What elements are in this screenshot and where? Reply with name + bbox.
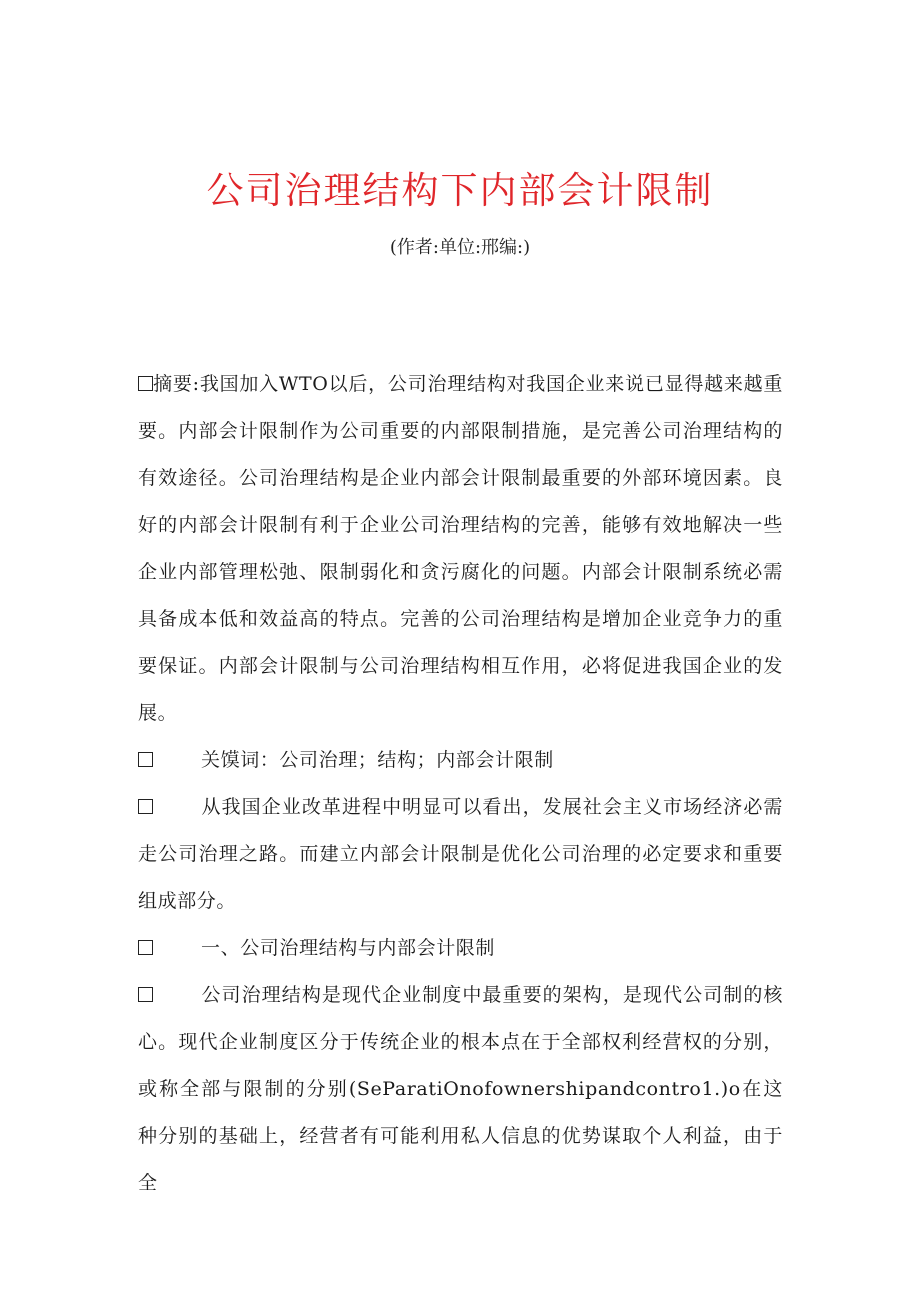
abstract-text: 摘要:我国加入WTO以后，公司治理结构对我国企业来说已显得越来越重要。内部会计限制作为公司重要的内部限制措施，是完善公司治理结构的有效途径。公司治理结构是企业内部会计限制最重要的外部环境因素。良好的内部会计限制有利于企业公司治理结构的完善，能够有效地解决一些企业内部管理松弛、限制弱化和贪污腐化的问题。内部会计限制系统必需具备成本低和效益高的特点。完善的公司治理结构是增加企业竞争力的重要保证。内部会计限制与公司治理结构相互作用，必将促进我国企业的发展。 xyxy=(138,373,783,724)
checkbox-icon xyxy=(138,376,153,391)
keywords-paragraph xyxy=(138,737,783,784)
checkbox-icon xyxy=(138,940,153,955)
section-body-text: 公司治理结构是现代企业制度中最重要的架构，是现代公司制的核心。现代企业制度区分于传统企业的根本点在于全部权利经营权的分别，或称全部与限制的分别(SeParatiOnofownershipandcontro1.)o在这种分别的基础上，经营者有可能利用私人信息的优势谋取个人利益，由于全 xyxy=(138,984,783,1194)
intro-paragraph xyxy=(138,784,783,925)
intro-text: 从我国企业改革进程中明显可以看出，发展社会主义市场经济必需走公司治理之路。而建立内部会计限制是优化公司治理的必定要求和重要组成部分。 xyxy=(138,796,783,912)
document-body xyxy=(138,361,783,1207)
keywords-text: 关馍词：公司治理；结构；内部会计限制 xyxy=(201,749,554,771)
section-body-paragraph xyxy=(138,972,783,1207)
author-byline: (作者:单位:邢编:) xyxy=(389,237,531,258)
document-title: 公司治理结构下内部会计限制 xyxy=(206,169,714,212)
section-heading-text: 一、公司治理结构与内部会计限制 xyxy=(201,937,496,959)
abstract-paragraph xyxy=(138,361,783,737)
checkbox-icon xyxy=(138,987,153,1002)
checkbox-icon xyxy=(138,799,153,814)
checkbox-icon xyxy=(138,752,153,767)
section-heading xyxy=(138,925,783,972)
